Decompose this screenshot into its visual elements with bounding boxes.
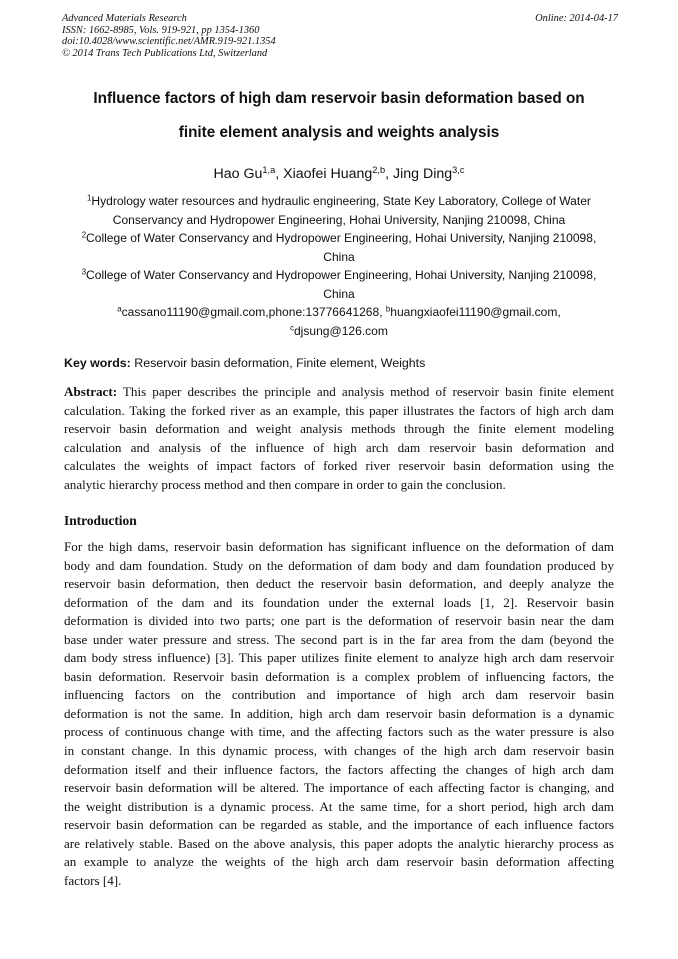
- intro-line: deformation is divided into two parts; one part is the deformation of reservoir basin near the dam: [64, 613, 614, 629]
- author-name: Jing Ding: [393, 166, 453, 182]
- intro-line: an example to analyze the weights of the high arch dam reservoir basin deformation affecting: [64, 854, 614, 870]
- abstract-line: analytic hierarchy process method and then compare in order to gain the conclusion.: [64, 476, 506, 492]
- paper-title-line-2: finite element analysis and weights analysis: [178, 124, 500, 141]
- intro-line: body and dam foundation. Study on the deformation of dam body and dam foundation produced by: [64, 557, 614, 573]
- author-sup: 1,a: [262, 164, 276, 175]
- intro-line: factors [4].: [64, 872, 122, 888]
- intro-line: the weight distribution is a dynamic process. At the same time, for a short period, high arch dam: [64, 798, 614, 814]
- affiliation-sup: 3: [81, 267, 87, 277]
- author-sup: 3,c: [452, 164, 465, 175]
- author-separator: ,: [385, 166, 393, 182]
- contact-sup: c: [290, 323, 294, 333]
- affiliation-text: College of Water Conservancy and Hydropower Engineering, Hohai University, Nanjing 210098,: [86, 231, 597, 245]
- author-name: Xiaofei Huang: [283, 166, 373, 182]
- affiliation-3-line-2: China: [323, 286, 355, 301]
- intro-line: are relatively stable. Based on the above analysis, this paper adopts the analytic hierarchy process as: [64, 835, 614, 851]
- intro-line: reservoir basin deformation can be regarded as stable, and the importance of each influence factors: [64, 817, 614, 833]
- contact-sup: a: [117, 304, 122, 314]
- intro-line: For the high dams, reservoir basin deformation has significant influence on the deformation of dam: [64, 539, 614, 554]
- author-list: [40, 166, 638, 182]
- section-heading-introduction: Introduction: [64, 513, 137, 528]
- author-name: Hao Gu: [213, 166, 263, 182]
- contact-line-2: [55, 322, 623, 341]
- intro-line: reservoir basin deformation, then deduct the reservoir basin deformation, and deeply analyze the: [64, 576, 614, 592]
- intro-line: base under water pressure and stress. The second part is in the far area from the dam (beyond the: [64, 631, 614, 647]
- abstract-line: calculates the weights of impact factors of forked river reservoir basin deformation using the: [64, 458, 614, 474]
- affiliation-sup: 2: [81, 230, 87, 240]
- online-date: Online: 2014-04-17: [535, 13, 618, 24]
- abstract-line: [64, 383, 614, 402]
- abstract-line: reservoir basin deformation and weight analysis methods through the finite element modeling: [64, 421, 614, 437]
- affiliation-text: Hydrology water resources and hydraulic engineering, State Key Laboratory, College of Water: [91, 194, 591, 208]
- affiliation-sup: 1: [87, 193, 92, 203]
- journal-issn: ISSN: 1662-8985, Vols. 919-921, pp 1354-1360: [62, 24, 260, 36]
- abstract-line: calculation. Taking the forked river as an example, this paper illustrates the factors of high arch dam: [64, 402, 614, 418]
- intro-line: influencing factors on the contribution and importance of high arch dam reservoir basin: [64, 687, 614, 703]
- journal-name: Advanced Materials Research: [62, 13, 187, 24]
- contact-sup: b: [385, 304, 391, 314]
- journal-header: [62, 13, 618, 59]
- contact-email-a: cassano11190@gmail.com,phone:13776641268,: [121, 305, 386, 319]
- affiliation-3-line-1: [55, 266, 623, 285]
- abstract-text: This paper describes the principle and analysis method of reservoir basin finite element: [117, 384, 614, 399]
- abstract: [64, 383, 614, 494]
- intro-line: dam body stress influence) [3]. This paper utilizes finite element to analyze high arch dam reservoir: [64, 650, 614, 666]
- intro-line: deformation itself and their influence factors, the factors affecting the changes of high arch dam: [64, 761, 614, 777]
- contact-email-c: djsung@126.com: [293, 323, 388, 338]
- keywords-text: Reservoir basin deformation, Finite element, Weights: [130, 356, 426, 370]
- intro-line: deformation of the dam and its foundation under the external loads [1, 2]. Reservoir basin: [64, 594, 614, 610]
- intro-line: basin deformation. Reservoir basin deformation is a complex problem of influencing factors, the: [64, 668, 614, 684]
- abstract-line: calculation and analysis of the influence of high arch dam reservoir basin deformation and: [64, 439, 614, 455]
- intro-line: reservoir basin deformation will be altered. The importance of each affecting factor is changing, and: [64, 780, 614, 796]
- affiliation-text: College of Water Conservancy and Hydropower Engineering, Hohai University, Nanjing 210098,: [86, 268, 597, 282]
- intro-line: in constant change. In this dynamic process, with changes of the high arch dam reservoir basin: [64, 743, 614, 759]
- keywords-label: Key words:: [64, 356, 131, 370]
- intro-line: process of continuous change with time, and the affecting factors such as the water pressure is also: [64, 724, 614, 740]
- intro-line: deformation is not the same. In addition, high arch dam reservoir basin deformation is a dynamic: [64, 705, 614, 721]
- introduction-body: [64, 538, 614, 890]
- journal-copyright: © 2014 Trans Tech Publications Ltd, Switzerland: [62, 47, 268, 59]
- journal-doi: doi:10.4028/www.scientific.net/AMR.919-921.1354: [62, 36, 276, 48]
- abstract-label: Abstract:: [64, 384, 118, 399]
- affiliation-1-line-1: [55, 192, 623, 211]
- contact-line-1: [55, 303, 623, 322]
- affiliation-2-line-1: [55, 229, 623, 248]
- affiliations: [55, 192, 623, 340]
- author-sup: 2,b: [372, 164, 386, 175]
- affiliation-2-line-2: China: [323, 249, 355, 264]
- author-separator: ,: [275, 166, 284, 182]
- contact-email-b: huangxiaofei11190@gmail.com,: [390, 305, 561, 319]
- paper-title-line-1: Influence factors of high dam reservoir basin deformation based on: [93, 90, 585, 107]
- keywords: [64, 356, 616, 370]
- affiliation-1-line-2: Conservancy and Hydropower Engineering, Hohai University, Nanjing 210098, China: [112, 212, 566, 227]
